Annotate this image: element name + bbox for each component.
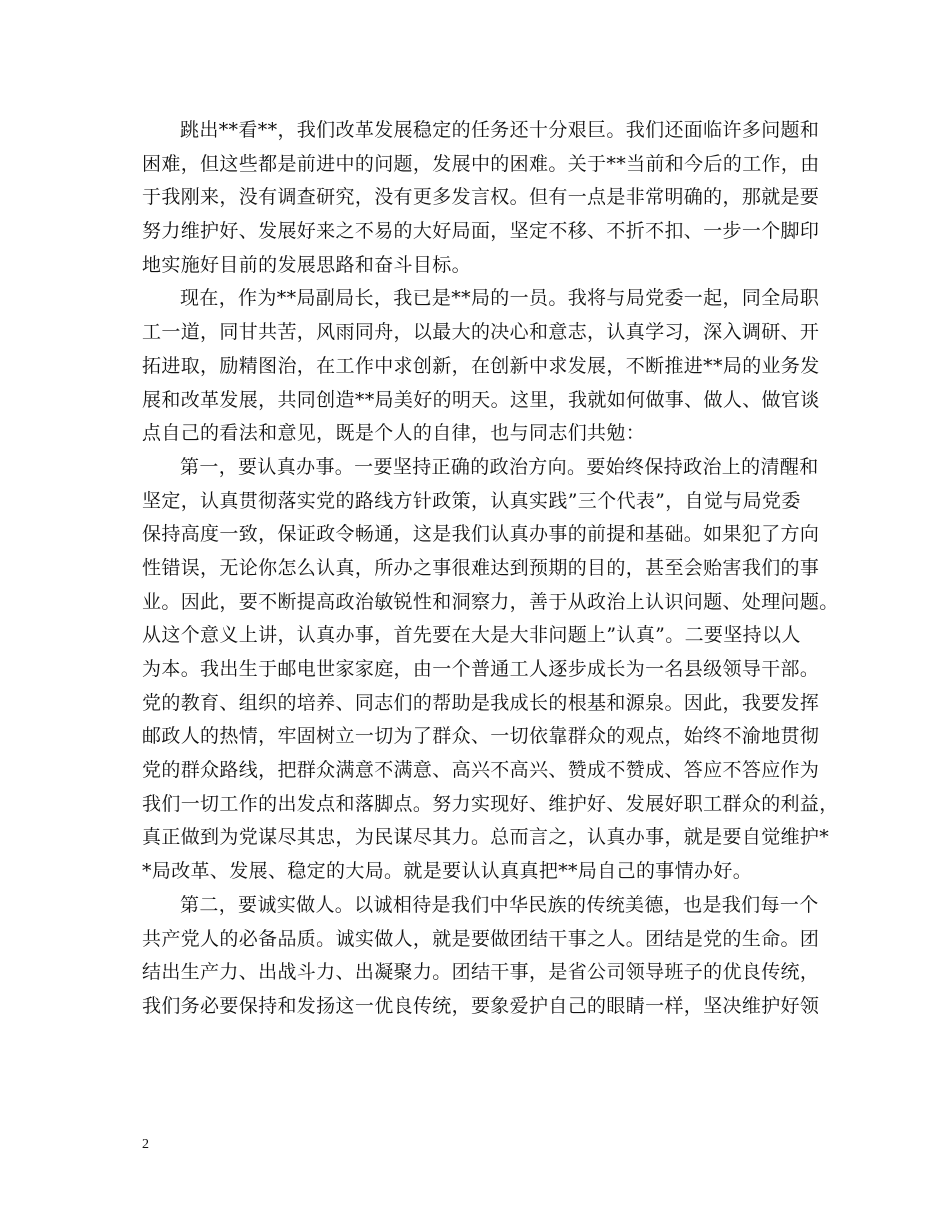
text-line: 点自己的看法和意见，既是个人的自律，也与同志们共勉： — [142, 422, 646, 445]
text-line: 现在，作为**局副局长，我已是**局的一员。我将与局党委一起，同全局职 — [180, 287, 820, 310]
text-line: 我们一切工作的出发点和落脚点。努力实现好、维护好、发展好职工群众的利益， — [142, 792, 839, 815]
text-line: 地实施好目前的发展思路和奋斗目标。 — [142, 253, 471, 276]
page-number: 2 — [142, 1137, 149, 1152]
text-line: 性错误，无论你怎么认真，所办之事很难达到预期的目的，甚至会贻害我们的事 — [142, 556, 820, 579]
text-line: 共产党人的必备品质。诚实做人，就是要做团结干事之人。团结是党的生命。团 — [142, 927, 820, 950]
text-line: 我们务必要保持和发扬这一优良传统，要象爱护自己的眼睛一样，坚决维护好领 — [142, 994, 820, 1017]
text-line: 结出生产力、出战斗力、出凝聚力。团结干事，是省公司领导班子的优良传统， — [142, 961, 820, 984]
text-line: 保持高度一致，保证政令畅通，这是我们认真办事的前提和基础。如果犯了方向 — [142, 523, 820, 546]
text-line: 拓进取，励精图治，在工作中求创新，在创新中求发展，不断推进**局的业务发 — [142, 354, 820, 377]
paragraph-3 — [142, 451, 839, 889]
paragraph-1 — [142, 114, 826, 282]
text-line: 跳出**看**，我们改革发展稳定的任务还十分艰巨。我们还面临许多问题和 — [180, 119, 820, 141]
text-line: 邮政人的热情，牢固树立一切为了群众、一切依靠群众的观点，始终不渝地贯彻 — [142, 725, 820, 748]
text-line: 困难，但这些都是前进中的问题，发展中的困难。关于**当前和今后的工作，由 — [142, 152, 820, 175]
paragraph-2 — [142, 282, 826, 450]
paragraph-4 — [142, 889, 826, 1024]
text-line: 党的群众路线，把群众满意不满意、高兴不高兴、赞成不赞成、答应不答应作为 — [142, 759, 820, 782]
text-line: 第二，要诚实做人。以诚相待是我们中华民族的传统美德，也是我们每一个 — [180, 893, 819, 916]
text-line: 展和改革发展，共同创造**局美好的明天。这里，我就如何做事、做人、做官谈 — [142, 388, 820, 411]
body-text — [142, 114, 839, 1024]
text-line: 于我刚来，没有调查研究，没有更多发言权。但有一点是非常明确的，那就是要 — [142, 186, 820, 209]
text-line: 真正做到为党谋尽其忠，为民谋尽其力。总而言之，认真办事，就是要自觉维护* — [142, 826, 830, 849]
text-line: 为本。我出生于邮电世家家庭，由一个普通工人逐步成长为一名县级领导干部。 — [142, 658, 820, 680]
text-line: 努力维护好、发展好来之不易的大好局面，坚定不移、不折不扣、一步一个脚印 — [142, 220, 820, 243]
text-line: 坚定，认真贯彻落实党的路线方针政策，认真实践”三个代表”，自觉与局党委 — [142, 489, 801, 512]
text-line: 第一，要认真办事。一要坚持正确的政治方向。要始终保持政治上的清醒和 — [180, 455, 819, 478]
text-line: 党的教育、组织的培养、同志们的帮助是我成长的根基和源泉。因此，我要发挥 — [142, 691, 820, 714]
text-line: 从这个意义上讲，认真办事，首先要在大是大非问题上”认真”。二要坚持以人 — [142, 624, 801, 647]
text-line: 业。因此，要不断提高政治敏锐性和洞察力，善于从政治上认识问题、处理问题。 — [142, 590, 839, 613]
text-line: 工一道，同甘共苦，风雨同舟，以最大的决心和意志，认真学习，深入调研、开 — [142, 321, 820, 344]
text-line: *局改革、发展、稳定的大局。就是要认认真真把**局自己的事情办好。 — [142, 860, 753, 883]
